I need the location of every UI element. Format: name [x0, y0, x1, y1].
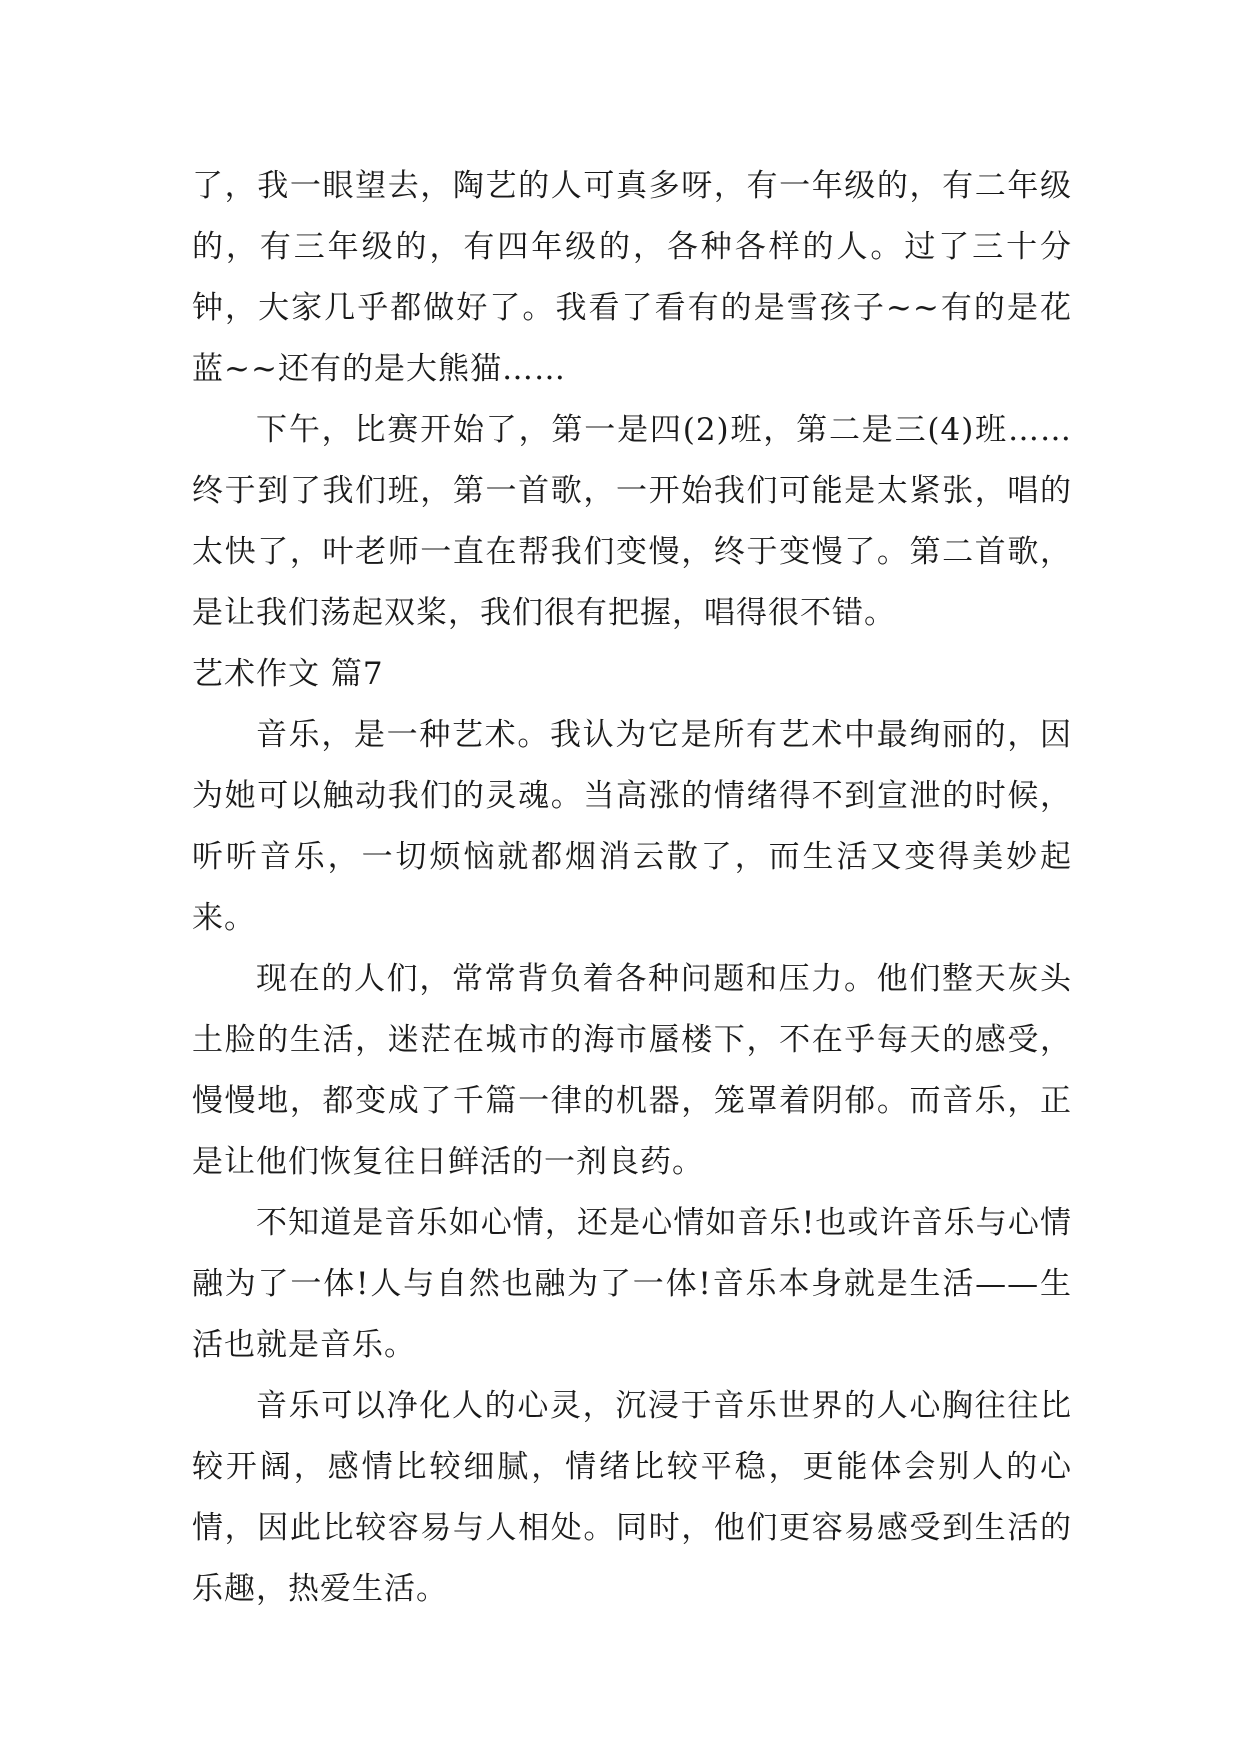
paragraph-continued: 了，我一眼望去，陶艺的人可真多呀，有一年级的，有二年级的，有三年级的，有四年级的，各种各样的人。过了三十分钟，大家几乎都做好了。我看了看有的是雪孩子~~有的是花蓝~~还有的是大熊猫……	[192, 168, 1072, 387]
paragraph-music-mood: 不知道是音乐如心情，还是心情如音乐!也或许音乐与心情融为了一体!人与自然也融为了一体!音乐本身就是生活——生活也就是音乐。	[192, 1205, 1072, 1363]
paragraph-music-art: 音乐，是一种艺术。我认为它是所有艺术中最绚丽的，因为她可以触动我们的灵魂。当高涨的情绪得不到宣泄的时候，听听音乐，一切烦恼就都烟消云散了，而生活又变得美妙起来。	[192, 717, 1072, 936]
paragraph-competition: 下午，比赛开始了，第一是四(2)班，第二是三(4)班……终于到了我们班，第一首歌，一开始我们可能是太紧张，唱的太快了，叶老师一直在帮我们变慢，终于变慢了。第二首歌，是让我们荡起双桨，我们很有把握，唱得很不错。	[192, 412, 1072, 631]
paragraph-music-purify: 音乐可以净化人的心灵，沉浸于音乐世界的人心胸往往比较开阔，感情比较细腻，情绪比较平稳，更能体会别人的心情，因此比较容易与人相处。同时，他们更容易感受到生活的乐趣，热爱生活。	[192, 1388, 1072, 1607]
section-title: 艺术作文 篇7	[192, 656, 384, 692]
paragraph-modern-people: 现在的人们，常常背负着各种问题和压力。他们整天灰头土脸的生活，迷茫在城市的海市蜃楼下，不在乎每天的感受，慢慢地，都变成了千篇一律的机器，笼罩着阴郁。而音乐，正是让他们恢复往日鲜活的一剂良药。	[192, 961, 1072, 1180]
document-body	[192, 156, 1072, 1620]
